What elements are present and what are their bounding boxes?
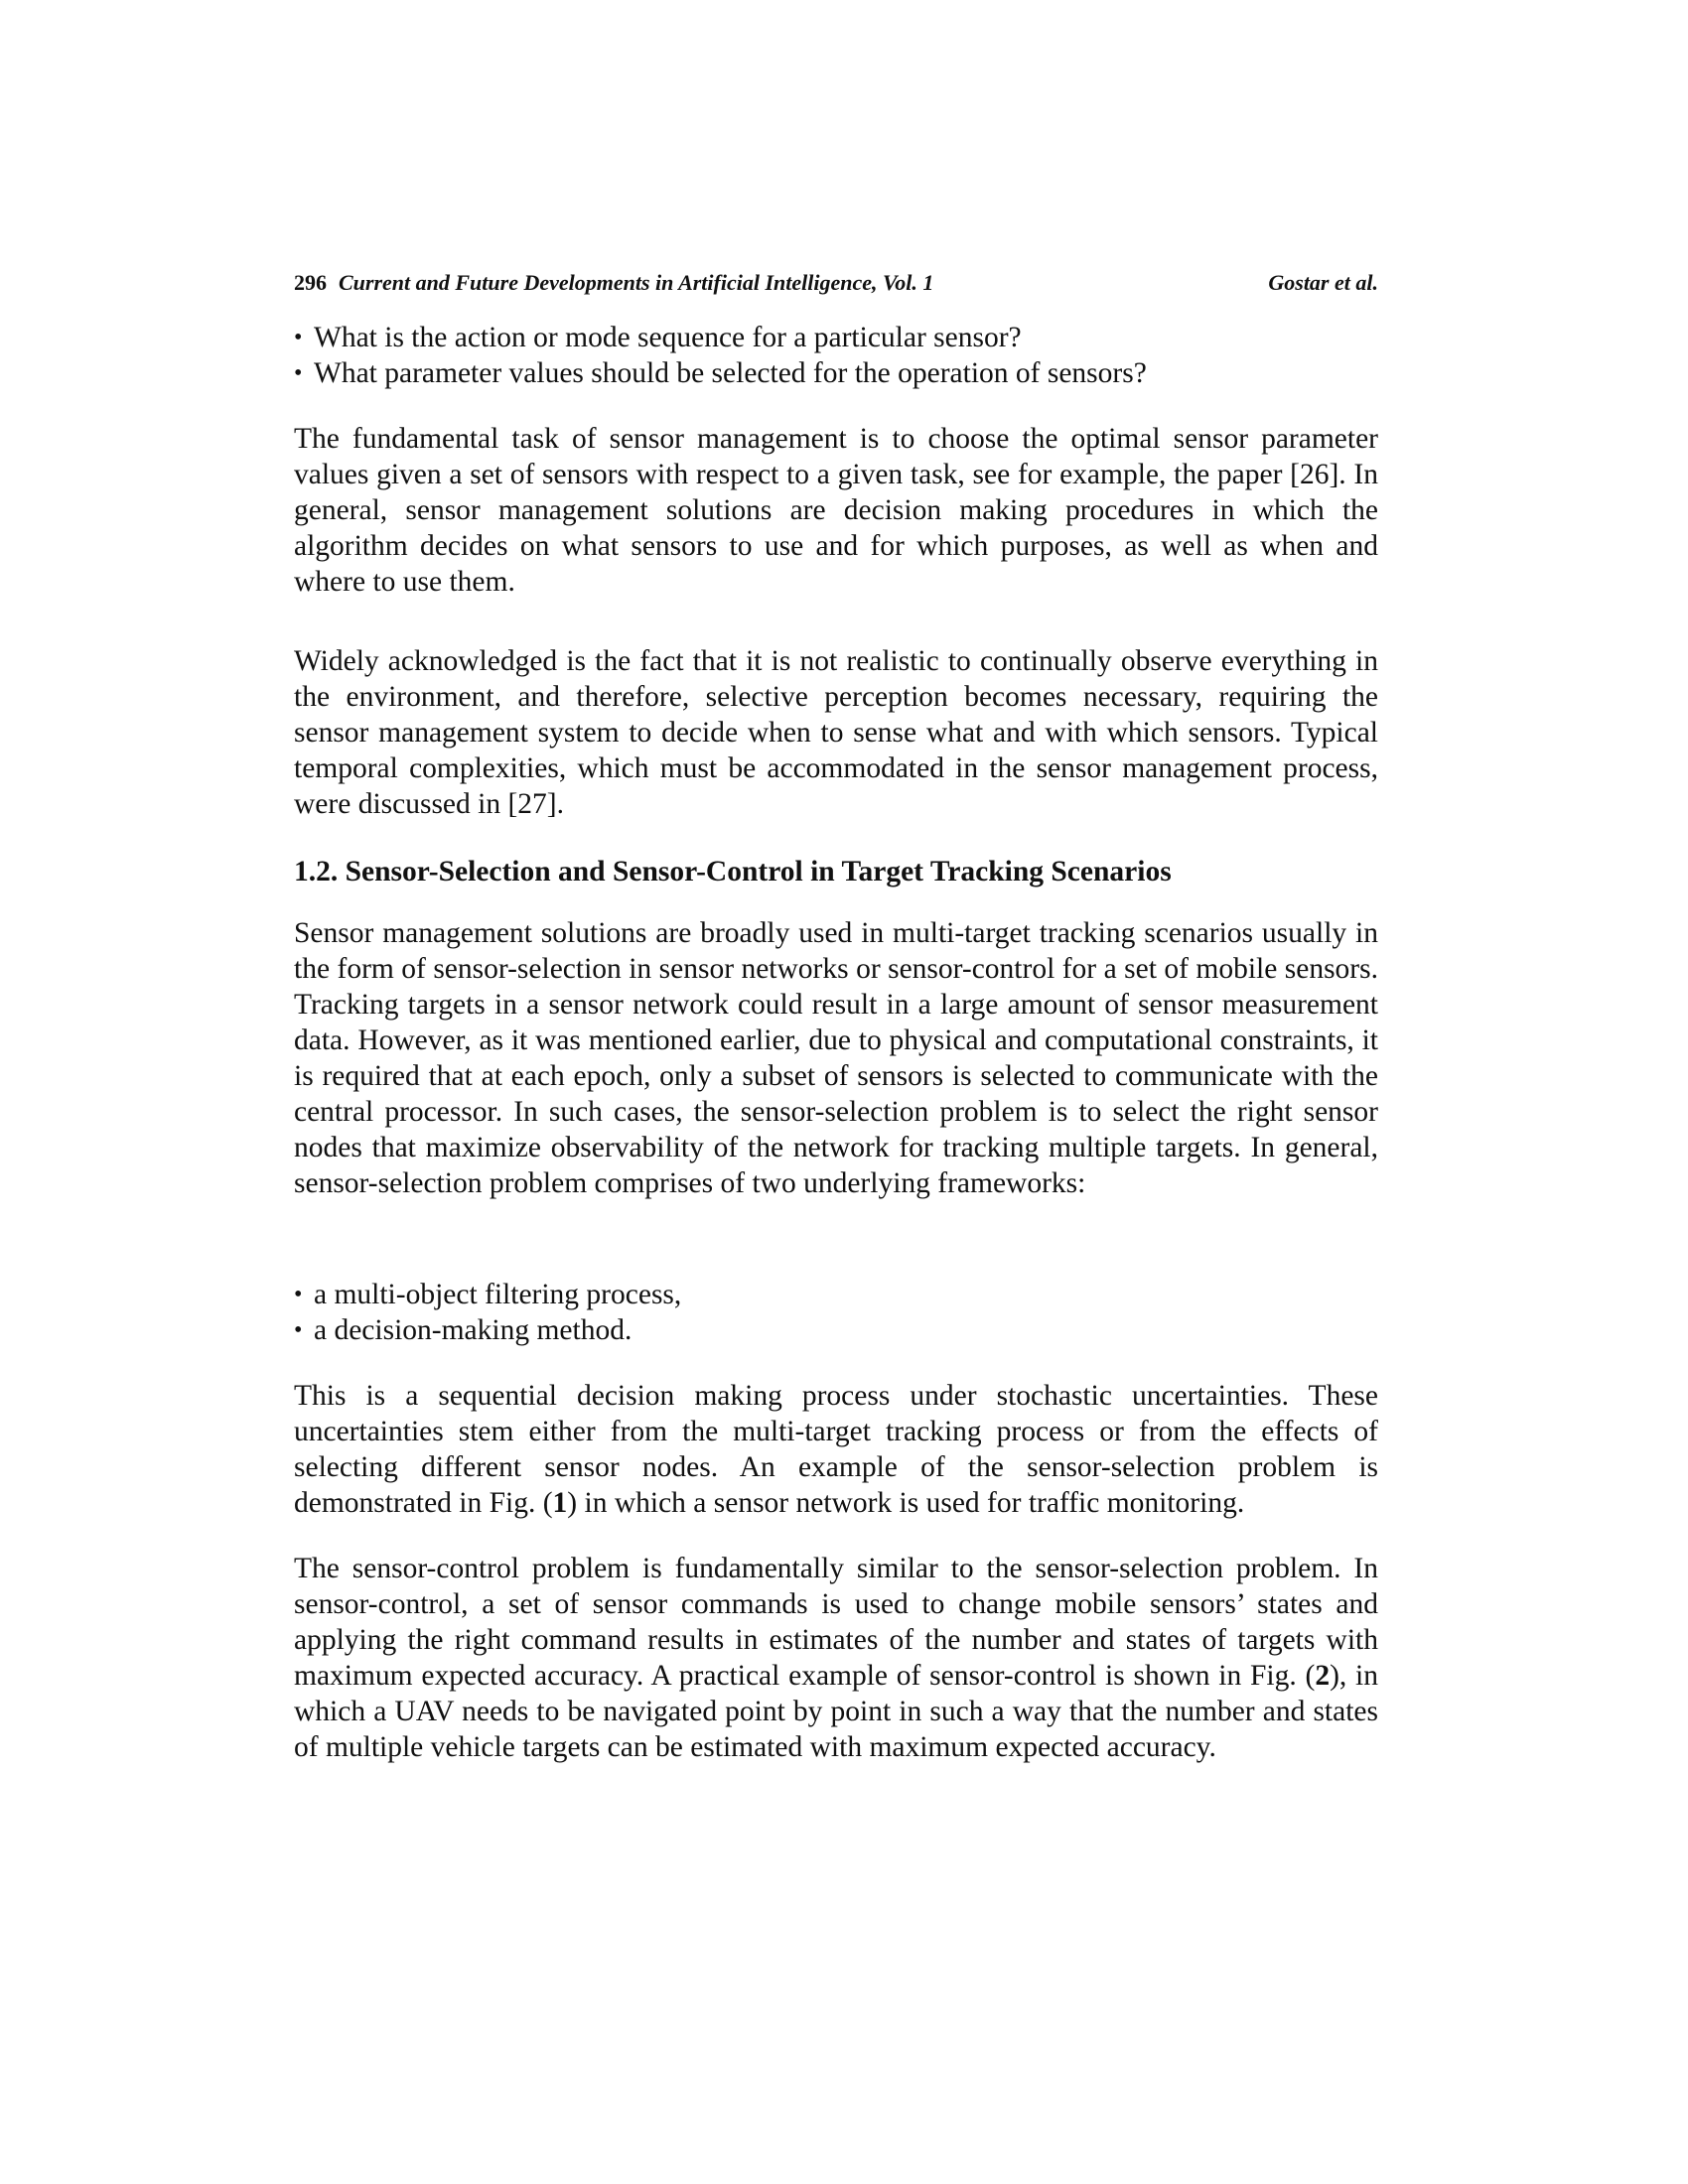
paragraph-sequential-decision: This is a sequential decision making process under stochastic uncertainties. These uncertainties stem either from the multi-target tracking process or from the effects of selecting different sensor nodes. An example of the sensor-selection problem is demonstrated in Fig. (1) in which a sensor network is used for traffic monitoring. <box>294 1380 1378 1519</box>
header-authors: Gostar et al. <box>1268 270 1378 295</box>
paragraph-sensor-management-task: The fundamental task of sensor management is to choose the optimal sensor parameter values given a set of sensors with respect to a given task, see for example, the paper [26]. In general, sensor management solutions are decision making procedures in which the algorithm decides on what sensors to use and for which purposes, as well as when and where to use them. <box>294 423 1378 598</box>
running-header <box>294 270 1378 296</box>
page-number: 296 <box>294 270 327 295</box>
header-left <box>294 270 933 296</box>
section-heading: 1.2. Sensor-Selection and Sensor-Control in Target Tracking Scenarios <box>294 856 1172 887</box>
list-item: • a decision-making method. <box>294 1312 1378 1348</box>
paragraph-selective-perception: Widely acknowledged is the fact that it is not realistic to continually observe everything in the environment, and therefore, selective perception becomes necessary, requiring the sensor management system to decide when to sense what and with which sensors. Typical temporal complexities, which must be accommodated in the sensor management process, were discussed in [27]. <box>294 645 1378 820</box>
paragraph-sensor-control: The sensor-control problem is fundamentally similar to the sensor-selection problem. In sensor-control, a set of sensor commands is used to change mobile sensors’ states and applying the right command results in estimates of the number and states of targets with maximum expected accuracy. A practical example of sensor-control is shown in Fig. (2), in which a UAV needs to be navigated point by point in such a way that the number and states of multiple vehicle targets can be estimated with maximum expected accuracy. <box>294 1553 1378 1763</box>
figure-reference-1[interactable]: 1 <box>552 1487 568 1519</box>
list-item: • What is the action or mode sequence for a particular sensor? <box>294 320 1378 355</box>
frameworks-list <box>294 1277 1378 1348</box>
figure-reference-2[interactable]: 2 <box>1315 1660 1331 1692</box>
list-item: • a multi-object filtering process, <box>294 1277 1378 1312</box>
journal-title: Current and Future Developments in Artificial Intelligence, Vol. 1 <box>339 270 934 295</box>
question-list <box>294 320 1378 391</box>
list-item: • What parameter values should be selected for the operation of sensors? <box>294 355 1378 391</box>
paragraph-sensor-selection-intro: Sensor management solutions are broadly used in multi-target tracking scenarios usually in the form of sensor-selection in sensor networks or sensor-control for a set of mobile sensors. Tracking targets in a sensor network could result in a large amount of sensor measurement data. However, as it was mentioned earlier, due to physical and computational constraints, it is required that at each epoch, only a subset of sensors is selected to communicate with the central processor. In such cases, the sensor-selection problem is to select the right sensor nodes that maximize observability of the network for tracking multiple targets. In general, sensor-selection problem comprises of two underlying frameworks: <box>294 917 1378 1199</box>
